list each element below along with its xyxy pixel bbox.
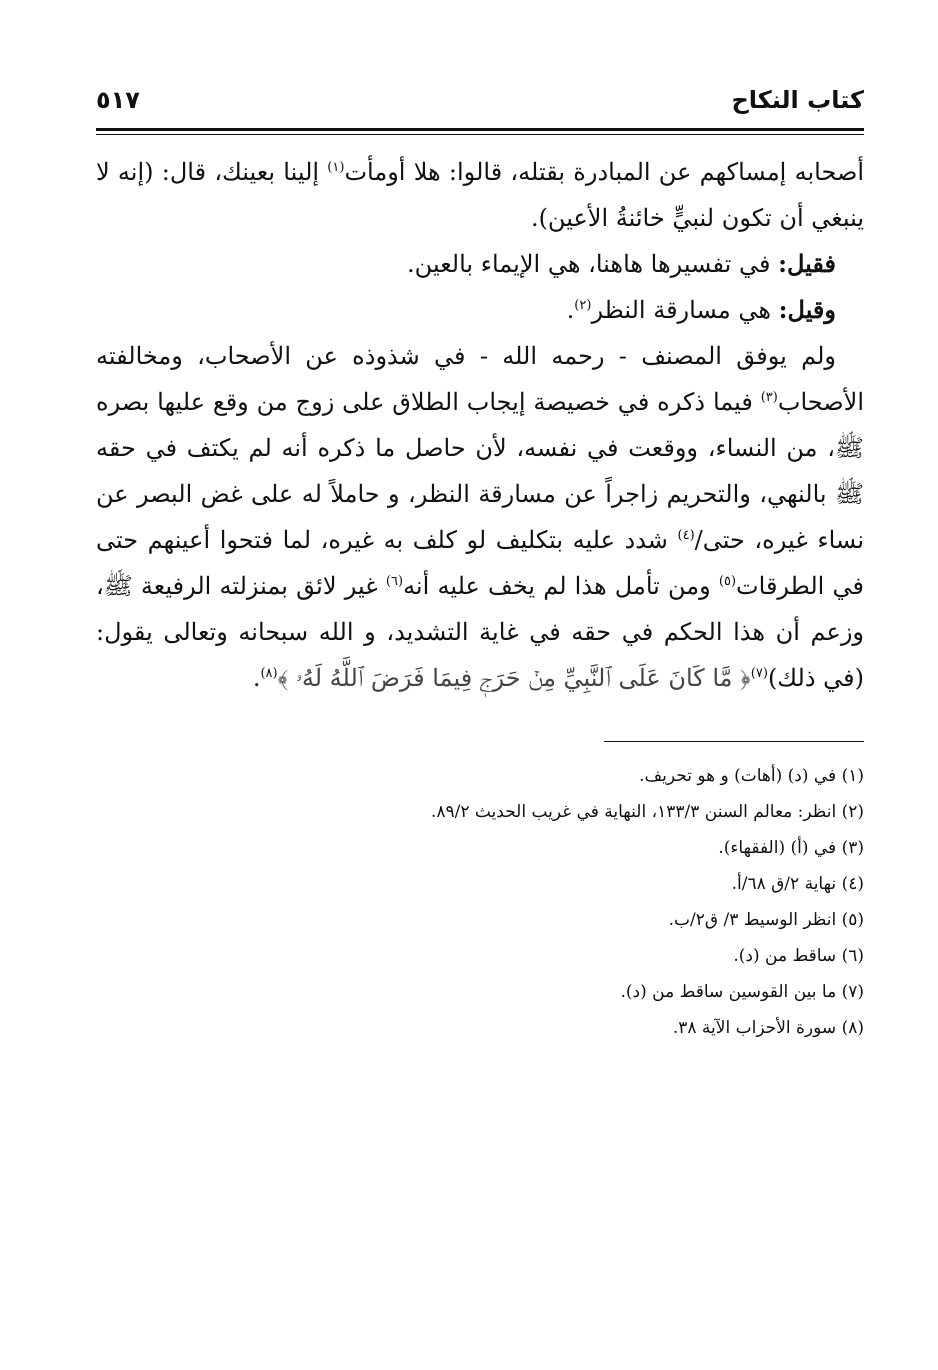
page-number: ٥١٧ — [96, 86, 140, 114]
footnote-marker: (٤) — [677, 528, 695, 543]
text-run: إلينا بعينك، قال: (إنه لا ينبغي أن تكون لنبيٍّ خائنةُ الأعين). — [96, 158, 864, 232]
footnote: (٤) نهاية ٢/ق ٦٨/أ. — [731, 874, 864, 894]
header-rule-thin — [96, 134, 864, 135]
footnote: (٣) في (أ) (الفقهاء). — [718, 838, 864, 858]
chapter-title: كتاب النكاح — [731, 86, 864, 114]
paragraph — [96, 149, 864, 241]
bold-lead-word: فقيل: — [778, 249, 836, 278]
quran-verse: ﴿ مَّا كَانَ عَلَى ٱلنَّبِيِّ مِنۡ حَرَجٖ فِيمَا فَرَضَ ٱللَّهُ لَهُۥ ﴾ — [277, 664, 751, 692]
footnote-marker: (٦) — [385, 574, 404, 589]
page — [96, 86, 864, 1046]
footnote: (٧) ما بين القوسين ساقط من (د). — [620, 982, 864, 1002]
footnote: (٥) انظر الوسيط ٣/ ق٢/ب. — [668, 910, 864, 930]
text-run: في تفسيرها هاهنا، هي الإيماء بالعين. — [407, 250, 779, 278]
footnote-separator — [604, 741, 864, 742]
text-run: . — [252, 664, 261, 692]
header-rule-thick — [96, 128, 864, 131]
footnote-marker: (٧) — [750, 666, 768, 681]
text-run: غير لائق بمنزلته الرفيعة ﷺ، وزعم أن هذا الحكم في حقه في غاية التشديد، و الله سبحانه وتعالى يقول: (في ذلك) — [96, 572, 864, 692]
footnote: (٢) انظر: معالم السنن ١٣٣/٣، النهاية في غريب الحديث ٨٩/٢. — [430, 802, 864, 822]
text-run: ولم يوفق المصنف - رحمه الله - في شذوذه عن الأصحاب، ومخالفته الأصحاب — [96, 342, 864, 416]
text-run: شدد عليه بتكليف لو كلف به غيره، لما فتحوا أعينهم حتى في الطرقات — [96, 526, 864, 600]
text-run: . — [566, 296, 575, 324]
bold-lead-word: وقيل: — [778, 295, 836, 324]
paragraph — [96, 287, 864, 333]
footnote-marker: (٥) — [718, 574, 737, 589]
footnote: (١) في (د) (أهات) و هو تحريف. — [639, 766, 864, 786]
text-run: ومن تأمل هذا لم يخف عليه أنه — [403, 572, 719, 600]
text-run: هي مسارقة النظر — [591, 296, 779, 324]
text-run: أصحابه إمساكهم عن المبادرة بقتله، قالوا: هلا أومأت — [344, 158, 864, 186]
paragraph — [96, 333, 864, 701]
footnote-marker: (١) — [327, 160, 345, 175]
main-text — [96, 149, 864, 701]
footnote: (٨) سورة الأحزاب الآية ٣٨. — [672, 1018, 864, 1038]
footnote-marker: (٣) — [760, 390, 778, 405]
footnote-marker: (٨) — [260, 666, 278, 681]
text-run: فيما ذكره في خصيصة إيجاب الطلاق على زوج من وقع عليها بصره ﷺ، من النساء، ووقعت في نفسه، لأن حاصل ما ذكره أنه لم يكتف في حقه ﷺ بالنهي، والتحريم زاجراً عن مسارقة النظر، و حاملاً له على غض البصر عن نساء غيره، حتى/ — [96, 388, 865, 554]
footnote-marker: (٢) — [574, 298, 592, 313]
paragraph — [96, 241, 864, 287]
footnote: (٦) ساقط من (د). — [733, 946, 864, 966]
footnotes — [96, 758, 864, 1046]
running-header — [96, 86, 864, 126]
